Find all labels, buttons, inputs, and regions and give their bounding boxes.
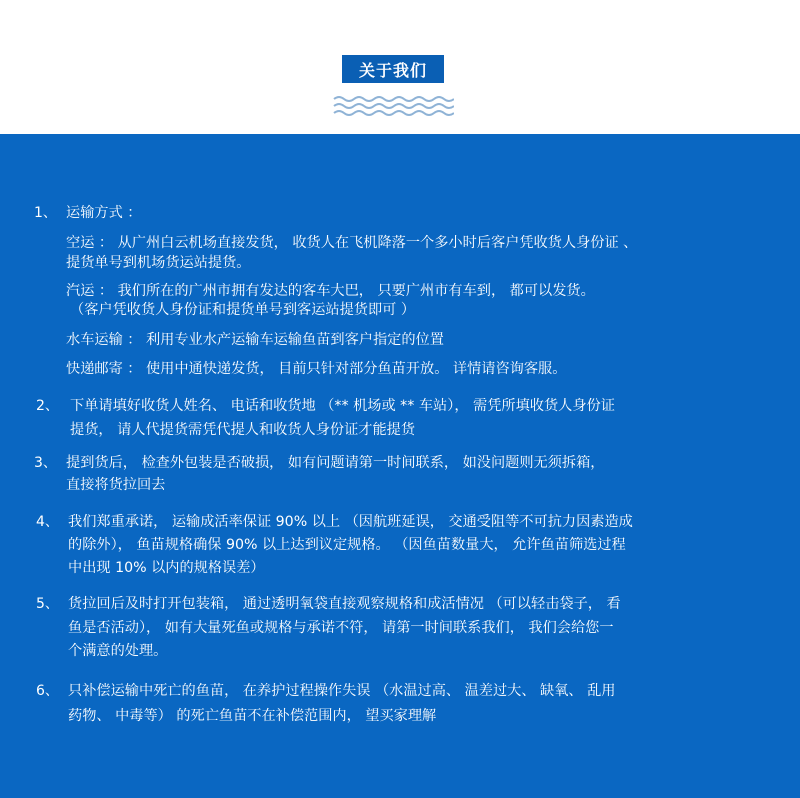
section-line: 药物、 中毒等） 的死亡鱼苗不在补偿范围内， 望买家理解 (68, 708, 437, 724)
section-number: 5、 (36, 596, 59, 612)
section-number: 4、 (36, 514, 59, 530)
section-heading: 运输方式 ： (66, 205, 142, 221)
wave-decoration-icon (332, 94, 454, 118)
section-line: 中出现 10% 以内的规格误差） (68, 560, 265, 576)
section-line: 鱼是否活动）， 如有大量死鱼或规格与承诺不符， 请第一时间联系我们， 我们会给您一 (68, 620, 614, 636)
section-line: 提到货后， 检查外包装是否破损， 如有问题请第一时间联系， 如没问题则无须拆箱， (66, 455, 605, 471)
header (0, 0, 800, 134)
section-line: 货拉回后及时打开包装箱， 通过透明氧袋直接观察规格和成活情况 （可以轻击袋子， 看 (68, 596, 621, 612)
section-line: 的除外）， 鱼苗规格确保 90% 以上达到议定规格。 （因鱼苗数量大， 允许鱼苗筛选过程 (68, 537, 626, 553)
section-line: 个满意的处理。 (68, 643, 168, 659)
section-line: 水车运输 ： 利用专业水产运输车运输鱼苗到客户指定的位置 (66, 332, 444, 348)
section-line: 提货， 请人代提货需凭代提人和收货人身份证才能提货 (70, 422, 416, 438)
page-title: 关于我们 (342, 55, 444, 83)
section-number: 6、 (36, 683, 59, 699)
section-line: 空运 ： 从广州白云机场直接发货， 收货人在飞机降落一个多小时后客户凭收货人身份证 、 (66, 235, 638, 251)
section-line: 我们郑重承诺， 运输成活率保证 90% 以上 （因航班延误， 交通受阻等不可抗力因素造成 (68, 514, 633, 530)
section-line: 提货单号到机场货运站提货。 (66, 255, 251, 271)
section-line: 直接将货拉回去 (66, 477, 166, 493)
section-line: 只补偿运输中死亡的鱼苗， 在养护过程操作失误 （水温过高、 温差过大、 缺氧、 乱用 (68, 683, 616, 699)
section-line: 快递邮寄 ： 使用中通快递发货， 目前只针对部分鱼苗开放。 详情请咨询客服。 (66, 361, 567, 377)
section-line: 下单请填好收货人姓名、 电话和收货地 （** 机场或 ** 车站）， 需凭所填收货人身份证 (70, 398, 615, 414)
section-number: 3、 (34, 455, 57, 471)
section-number: 1、 (34, 205, 57, 221)
content-panel (0, 134, 800, 798)
section-number: 2、 (36, 398, 59, 414)
section-line: 汽运 ： 我们所在的广州市拥有发达的客车大巴， 只要广州市有车到， 都可以发货。 (66, 283, 595, 299)
section-line: （客户凭收货人身份证和提货单号到客运站提货即可 ） (70, 302, 416, 318)
